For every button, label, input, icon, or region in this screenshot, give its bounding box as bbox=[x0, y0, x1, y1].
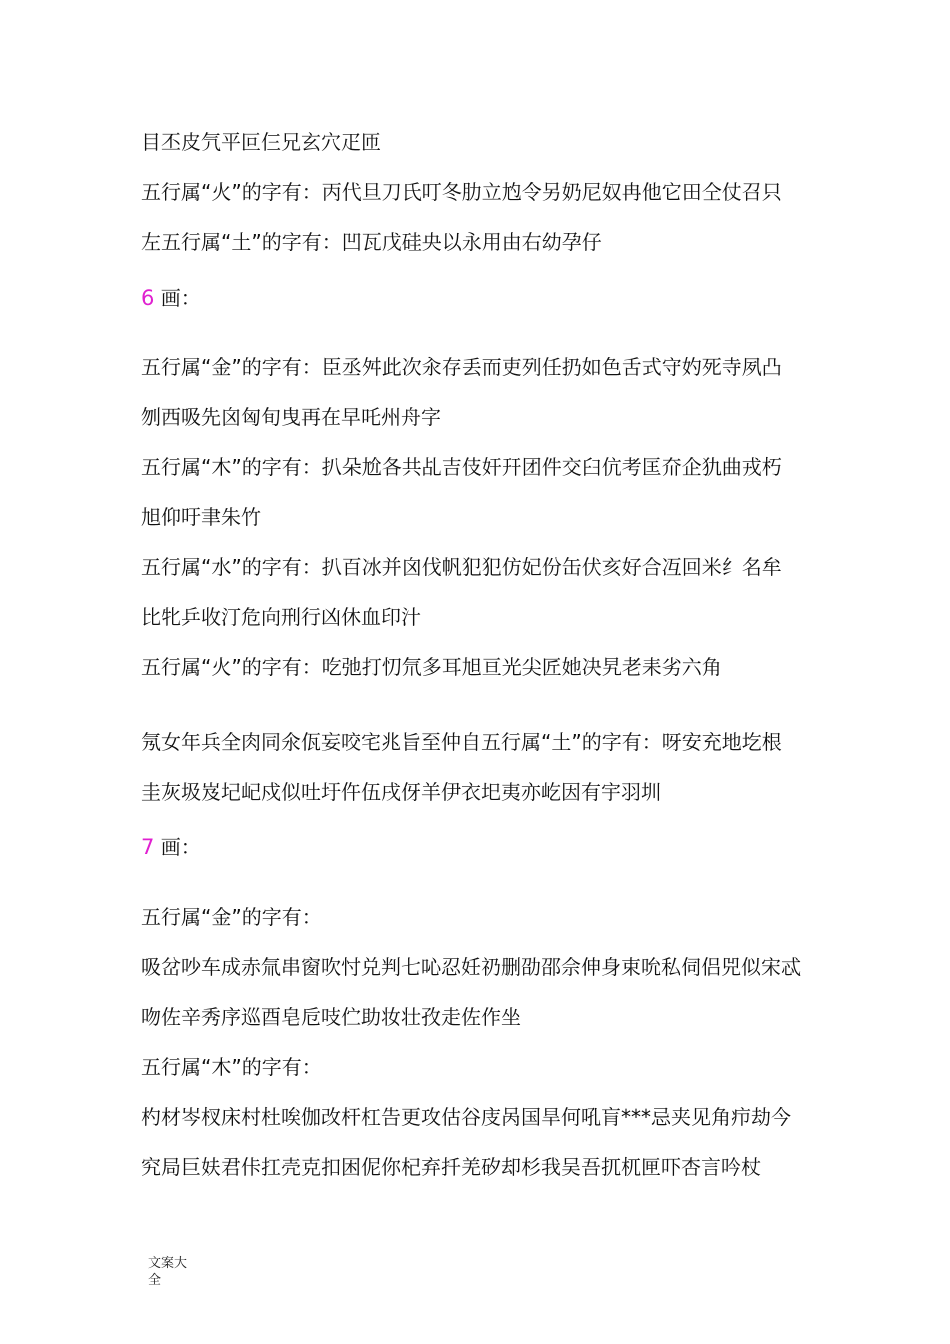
text-line: 氖女年兵全肉同氽佤妄咬宅兆旨至仲自五行属“土”的字有：呀安充地圪根 bbox=[141, 730, 782, 754]
text-line: 五行属“火”的字有：丙代旦刀氏叮冬肋立尥令另奶尼奴冉他它田仝仗召只 bbox=[141, 180, 782, 204]
text-line: 刎西吸先囟匈旬曳再在早吒州舟字 bbox=[141, 405, 441, 429]
stroke-count: 6 bbox=[141, 286, 155, 310]
text-line: 左五行属“土”的字有：凹瓦戊硅央以永用由右幼孕仔 bbox=[141, 230, 602, 254]
text-line: 吻佐辛秀序巡酉皂卮吱伫助妆壮孜走佐作坐 bbox=[141, 1005, 521, 1029]
text-line: 五行属“金”的字有： bbox=[141, 905, 322, 929]
heading-label: 画： bbox=[154, 835, 201, 859]
text-line: 圭灰圾岌圮屺戍似吐圩仵伍戌伢羊伊衣圯夷亦屹因有宇羽圳 bbox=[141, 780, 661, 804]
text-line: 五行属“木”的字有：扒朵尬各共乩吉伎奸幵团件交臼伉考匡夼企犰曲戎朽 bbox=[141, 455, 782, 479]
text-line: 五行属“火”的字有：吃弛打忉氘多耳旭亘光尖匠她决旯老耒劣六角 bbox=[141, 655, 722, 679]
text-line: 究局巨妋君佧扛壳克扣困伲你杞弃扦羌矽却杉我吴吾扤杌匣吓杏言吟杖 bbox=[141, 1155, 761, 1179]
text-line: 杓材岑杈床村杜唉伽改杆杠告更攻估谷庋呙国旱何吼肓***忌夹见角疖劫今 bbox=[141, 1105, 791, 1129]
text-line: 旭仰吁聿朱竹 bbox=[141, 505, 261, 529]
text-line: 五行属“水”的字有：扒百冰并囟伐帆犯犯仿妃份缶伏亥好合冱回米纟名牟 bbox=[141, 555, 782, 579]
text-line: 五行属“金”的字有：臣丞舛此次汆存丢而吏列任扔如色舌式守妁死寺夙凸 bbox=[141, 355, 782, 379]
section-heading-6 bbox=[141, 284, 201, 312]
section-heading-7 bbox=[141, 833, 201, 861]
text-line: 目丕皮氕平叵仨兄玄穴疋匝 bbox=[141, 130, 381, 154]
text-line: 吸岔吵车成赤氚串窗吹忖兑判七吣忍妊礽删劭邵佘伸身束吮私伺侣兕似宋忒 bbox=[141, 955, 801, 979]
stroke-count: 7 bbox=[141, 835, 155, 859]
page-footer: 文案大全 bbox=[148, 1256, 188, 1288]
heading-label: 画： bbox=[154, 286, 201, 310]
text-line: 五行属“木”的字有： bbox=[141, 1055, 322, 1079]
text-line: 比牝乒收汀危向刑行凶休血印汁 bbox=[141, 605, 421, 629]
